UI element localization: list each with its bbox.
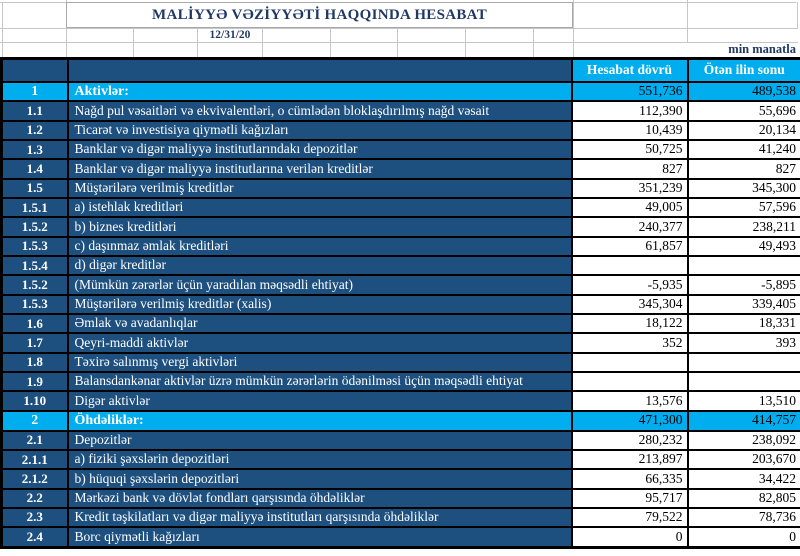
table-row	[2, 469, 800, 488]
column-header-previous: Ötən ilin sonu	[688, 59, 800, 82]
value-current: 280,232	[572, 431, 688, 450]
row-label: Banklar və digər maliyyə institutlarına verilən kreditlər	[68, 159, 572, 178]
value-previous: 393	[688, 333, 800, 352]
row-label: Kredit təşkilatları və digər maliyyə institutları qarşısında öhdəliklər	[68, 508, 572, 527]
value-previous: 345,300	[688, 179, 800, 198]
value-current: 351,239	[572, 179, 688, 198]
value-previous: 238,211	[688, 217, 800, 236]
row-label: c) daşınmaz əmlak kreditləri	[68, 237, 572, 256]
table-row	[2, 101, 800, 120]
row-label: Öhdəliklər:	[68, 411, 572, 431]
value-previous: 489,538	[688, 82, 800, 102]
value-current: 827	[572, 159, 688, 178]
value-previous: 414,757	[688, 411, 800, 431]
row-label: Mərkəzi bank və dövlət fondları qarşısında öhdəliklər	[68, 489, 572, 508]
value-previous: 34,422	[688, 469, 800, 488]
table-row	[2, 256, 800, 275]
gridline	[687, 0, 688, 43]
table-row	[2, 237, 800, 256]
row-label: Müştərilərə verilmiş kreditlər	[68, 179, 572, 198]
value-previous	[688, 256, 800, 275]
row-number: 1	[2, 82, 68, 102]
value-previous: 18,331	[688, 314, 800, 333]
table-row	[2, 508, 800, 527]
value-current: 18,122	[572, 314, 688, 333]
value-current: 345,304	[572, 295, 688, 314]
gridline	[0, 42, 798, 43]
value-previous: 78,736	[688, 508, 800, 527]
value-previous: 55,696	[688, 101, 800, 120]
row-label: Depozitlər	[68, 431, 572, 450]
row-number: 1.7	[2, 333, 68, 352]
table-row	[2, 431, 800, 450]
value-current: 13,576	[572, 391, 688, 410]
table-row	[2, 353, 800, 372]
table-row	[2, 295, 800, 314]
row-number: 1.9	[2, 372, 68, 391]
row-number: 2.1.2	[2, 469, 68, 488]
value-previous: 41,240	[688, 140, 800, 159]
row-number: 2.1.1	[2, 450, 68, 469]
row-number: 1.5.2	[2, 217, 68, 236]
table-row	[2, 411, 800, 431]
header-label-cell	[68, 59, 572, 82]
value-current: 213,897	[572, 450, 688, 469]
table-row	[2, 333, 800, 352]
sheet-top-band	[0, 0, 800, 57]
value-previous: 13,510	[688, 391, 800, 410]
table-body	[2, 82, 800, 548]
value-current: 49,005	[572, 198, 688, 217]
value-current: 79,522	[572, 508, 688, 527]
value-current: 240,377	[572, 217, 688, 236]
row-number: 1.8	[2, 353, 68, 372]
row-number: 2.3	[2, 508, 68, 527]
value-current: 10,439	[572, 121, 688, 140]
row-label: a) fiziki şəxslərin depozitləri	[68, 450, 572, 469]
table-row	[2, 121, 800, 140]
gridline	[0, 28, 798, 29]
row-number: 1.2	[2, 121, 68, 140]
table-row	[2, 82, 800, 102]
table-row	[2, 198, 800, 217]
value-previous: 339,405	[688, 295, 800, 314]
value-current: 61,857	[572, 237, 688, 256]
row-label: (Mümkün zərərlər üçün yaradılan məqsədli ehtiyat)	[68, 275, 572, 294]
table-row	[2, 159, 800, 178]
row-label: Banklar və digər maliyyə institutlarındakı depozitlər	[68, 140, 572, 159]
row-label: Ticarət və investisiya qiymətli kağızları	[68, 121, 572, 140]
value-current: 66,335	[572, 469, 688, 488]
value-current	[572, 372, 688, 391]
value-current: 471,300	[572, 411, 688, 431]
report-date: 12/31/20	[209, 29, 251, 41]
table-header-row	[2, 59, 800, 82]
value-current	[572, 256, 688, 275]
value-previous: 49,493	[688, 237, 800, 256]
row-number: 1.3	[2, 140, 68, 159]
row-label: a) istehlak kreditləri	[68, 198, 572, 217]
value-current: 112,390	[572, 101, 688, 120]
table-row	[2, 217, 800, 236]
table-row	[2, 314, 800, 333]
report-table	[0, 57, 800, 549]
row-label: Müştərilərə verilmiş kreditlər (xalis)	[68, 295, 572, 314]
row-label: Balansdankənar aktivlər üzrə mümkün zərərlərin ödənilməsi üçün məqsədli ehtiyat	[68, 372, 572, 391]
row-label: Aktivlər:	[68, 82, 572, 102]
value-previous	[688, 353, 800, 372]
unit-label: min manatla	[728, 41, 796, 56]
row-number: 1.1	[2, 101, 68, 120]
value-previous: 20,134	[688, 121, 800, 140]
row-number: 2.4	[2, 527, 68, 547]
row-number: 1.5	[2, 179, 68, 198]
row-number: 2	[2, 411, 68, 431]
row-number: 2.1	[2, 431, 68, 450]
value-current: 551,736	[572, 82, 688, 102]
table-row	[2, 450, 800, 469]
row-label: Qeyri-maddi aktivlər	[68, 333, 572, 352]
row-number: 1.10	[2, 391, 68, 410]
table-row	[2, 275, 800, 294]
row-number: 1.5.3	[2, 295, 68, 314]
row-label: d) digər kreditlər	[68, 256, 572, 275]
row-number: 1.4	[2, 159, 68, 178]
value-current: 50,725	[572, 140, 688, 159]
value-previous	[688, 372, 800, 391]
value-previous: 57,596	[688, 198, 800, 217]
row-label: Əmlak və avadanlıqlar	[68, 314, 572, 333]
row-label: Təxirə salınmış vergi aktivləri	[68, 353, 572, 372]
column-header-current: Hesabat dövrü	[572, 59, 688, 82]
report-title: MALİYYƏ VƏZİYYƏTİ HAQQINDA HESABAT	[66, 2, 573, 28]
row-label: Borc qiymətli kağızları	[68, 527, 572, 547]
row-label: b) hüquqi şəxslərin depozitləri	[68, 469, 572, 488]
value-current: 95,717	[572, 489, 688, 508]
value-current	[572, 353, 688, 372]
gridline	[797, 2, 798, 28]
row-label: Nağd pul vəsaitləri və ekvivalentləri, o cümlədən bloklaşdırılmış nağd vəsait	[68, 101, 572, 120]
value-previous: 82,805	[688, 489, 800, 508]
row-number: 1.5.2	[2, 275, 68, 294]
row-number: 2.2	[2, 489, 68, 508]
table-row	[2, 372, 800, 391]
row-number: 1.5.4	[2, 256, 68, 275]
table-row	[2, 391, 800, 410]
table-row	[2, 527, 800, 547]
gridline	[2, 2, 3, 57]
row-number: 1.5.3	[2, 237, 68, 256]
row-number: 1.5.1	[2, 198, 68, 217]
value-current: -5,935	[572, 275, 688, 294]
table-row	[2, 179, 800, 198]
header-number-cell	[2, 59, 68, 82]
value-current: 352	[572, 333, 688, 352]
value-previous: 827	[688, 159, 800, 178]
row-number: 1.6	[2, 314, 68, 333]
row-label: b) biznes kreditləri	[68, 217, 572, 236]
value-previous: -5,895	[688, 275, 800, 294]
value-previous: 203,670	[688, 450, 800, 469]
table-row	[2, 489, 800, 508]
value-previous: 238,092	[688, 431, 800, 450]
table-row	[2, 140, 800, 159]
value-previous: 0	[688, 527, 800, 547]
row-label: Digər aktivlər	[68, 391, 572, 410]
value-current: 0	[572, 527, 688, 547]
